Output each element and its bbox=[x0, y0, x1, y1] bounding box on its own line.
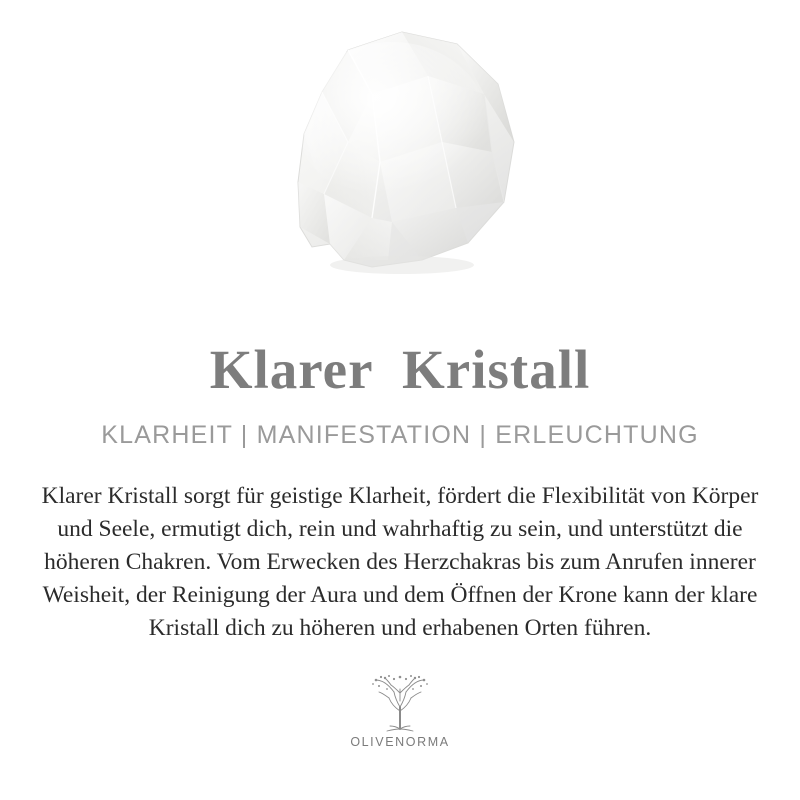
crystal-image-area bbox=[0, 0, 800, 300]
product-description: Klarer Kristall sorgt für geistige Klarheit, fördert die Flexibilität von Körper und Seele, ermutigt dich, rein und wahrhaftig zu sein, und unterstützt die höheren Chakren. Vom Erwecken des Herzchakras bis zum Anrufen innerer Weisheit, der Reinigung der Aura und dem Öffnen der Krone kann der klare Kristall dich zu höheren und erhabenen Orten führen. bbox=[41, 483, 759, 641]
keyword-list: KLARHEIT | MANIFESTATION | ERLEUCHTUNG bbox=[101, 421, 699, 449]
clear-quartz-illustration bbox=[252, 22, 552, 287]
page-title: Klarer Kristall bbox=[209, 339, 591, 400]
brand-logo bbox=[320, 671, 480, 771]
brand-name: OLIVENORMA bbox=[350, 735, 450, 749]
tree-of-life-icon bbox=[361, 671, 439, 733]
crystal-image bbox=[252, 22, 552, 287]
